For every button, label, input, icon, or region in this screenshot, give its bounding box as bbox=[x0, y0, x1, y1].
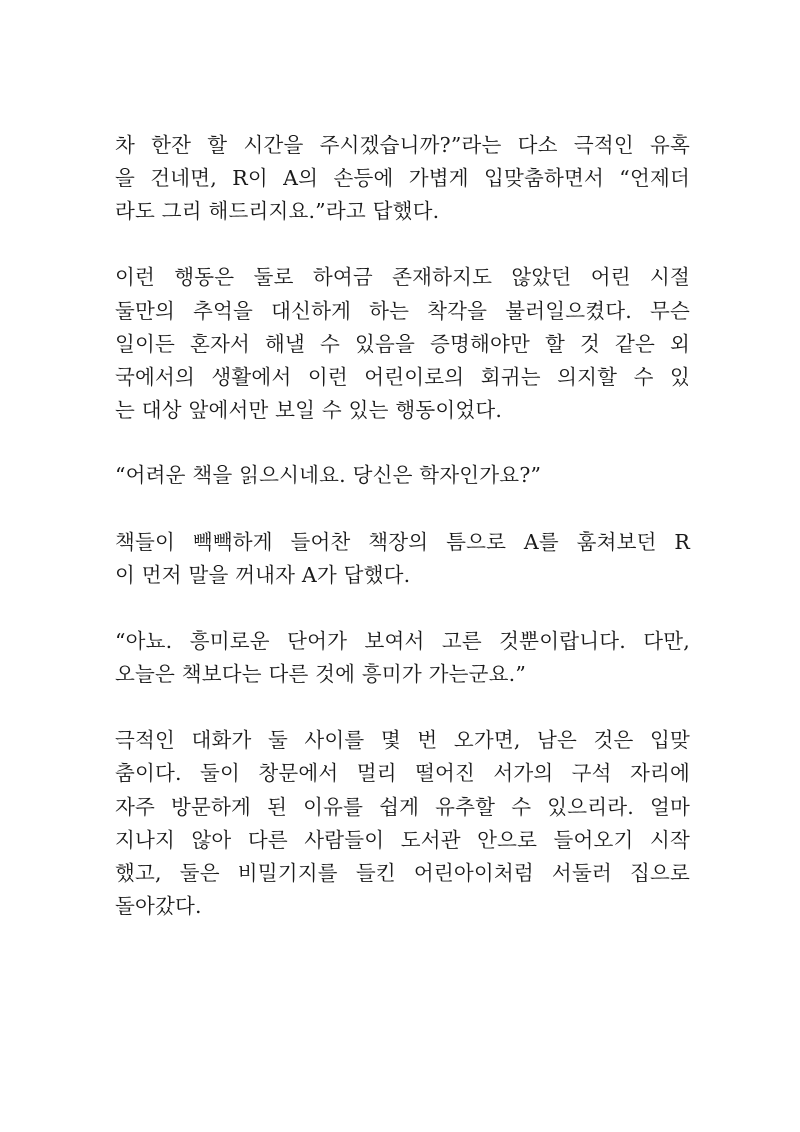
text-line: 춤이다. 둘이 창문에서 멀리 떨어진 서가의 구석 자리에 bbox=[115, 761, 690, 785]
text-line: 차 한잔 할 시간을 주시겠습니까?”라는 다소 극적인 유혹 bbox=[115, 133, 690, 157]
text-line: 자주 방문하게 된 이유를 쉽게 유추할 수 있으리라. 얼마 bbox=[115, 795, 690, 819]
text-line: 했고, 둘은 비밀기지를 들킨 어린아이처럼 서둘러 집으로 bbox=[115, 861, 690, 885]
text-line: 을 건네면, R이 A의 손등에 가볍게 입맞춤하면서 “언제더 bbox=[115, 166, 690, 190]
text-line: 둘만의 추억을 대신하게 하는 착각을 불러일으켰다. 무슨 bbox=[115, 299, 690, 323]
text-line: “아뇨. 흥미로운 단어가 보여서 고른 것뿐이랍니다. 다만, bbox=[115, 629, 690, 653]
text-line: 는 대상 앞에서만 보일 수 있는 행동이었다. bbox=[115, 398, 503, 422]
text-line: 일이든 혼자서 해낼 수 있음을 증명해야만 할 것 같은 외 bbox=[115, 332, 690, 356]
text-line: 지나지 않아 다른 사람들이 도서관 안으로 들어오기 시작 bbox=[115, 828, 690, 852]
text-line: 라도 그리 해드리지요.”라고 답했다. bbox=[115, 199, 440, 223]
text-line: 이런 행동은 둘로 하여금 존재하지도 않았던 어린 시절 bbox=[115, 265, 690, 289]
text-line: 책들이 빽빽하게 들어찬 책장의 틈으로 A를 훔쳐보던 R bbox=[115, 530, 690, 554]
text-line: 국에서의 생활에서 이런 어린이로의 회귀는 의지할 수 있 bbox=[115, 365, 690, 389]
text-line: “어려운 책을 읽으시네요. 당신은 학자인가요?” bbox=[115, 463, 542, 487]
text-line: 오늘은 책보다는 다른 것에 흥미가 가는군요.” bbox=[115, 662, 527, 686]
text-line: 이 먼저 말을 꺼내자 A가 답했다. bbox=[115, 563, 411, 587]
text-line: 극적인 대화가 둘 사이를 몇 번 오가면, 남은 것은 입맞 bbox=[115, 728, 690, 752]
text-line: 돌아갔다. bbox=[115, 894, 202, 918]
